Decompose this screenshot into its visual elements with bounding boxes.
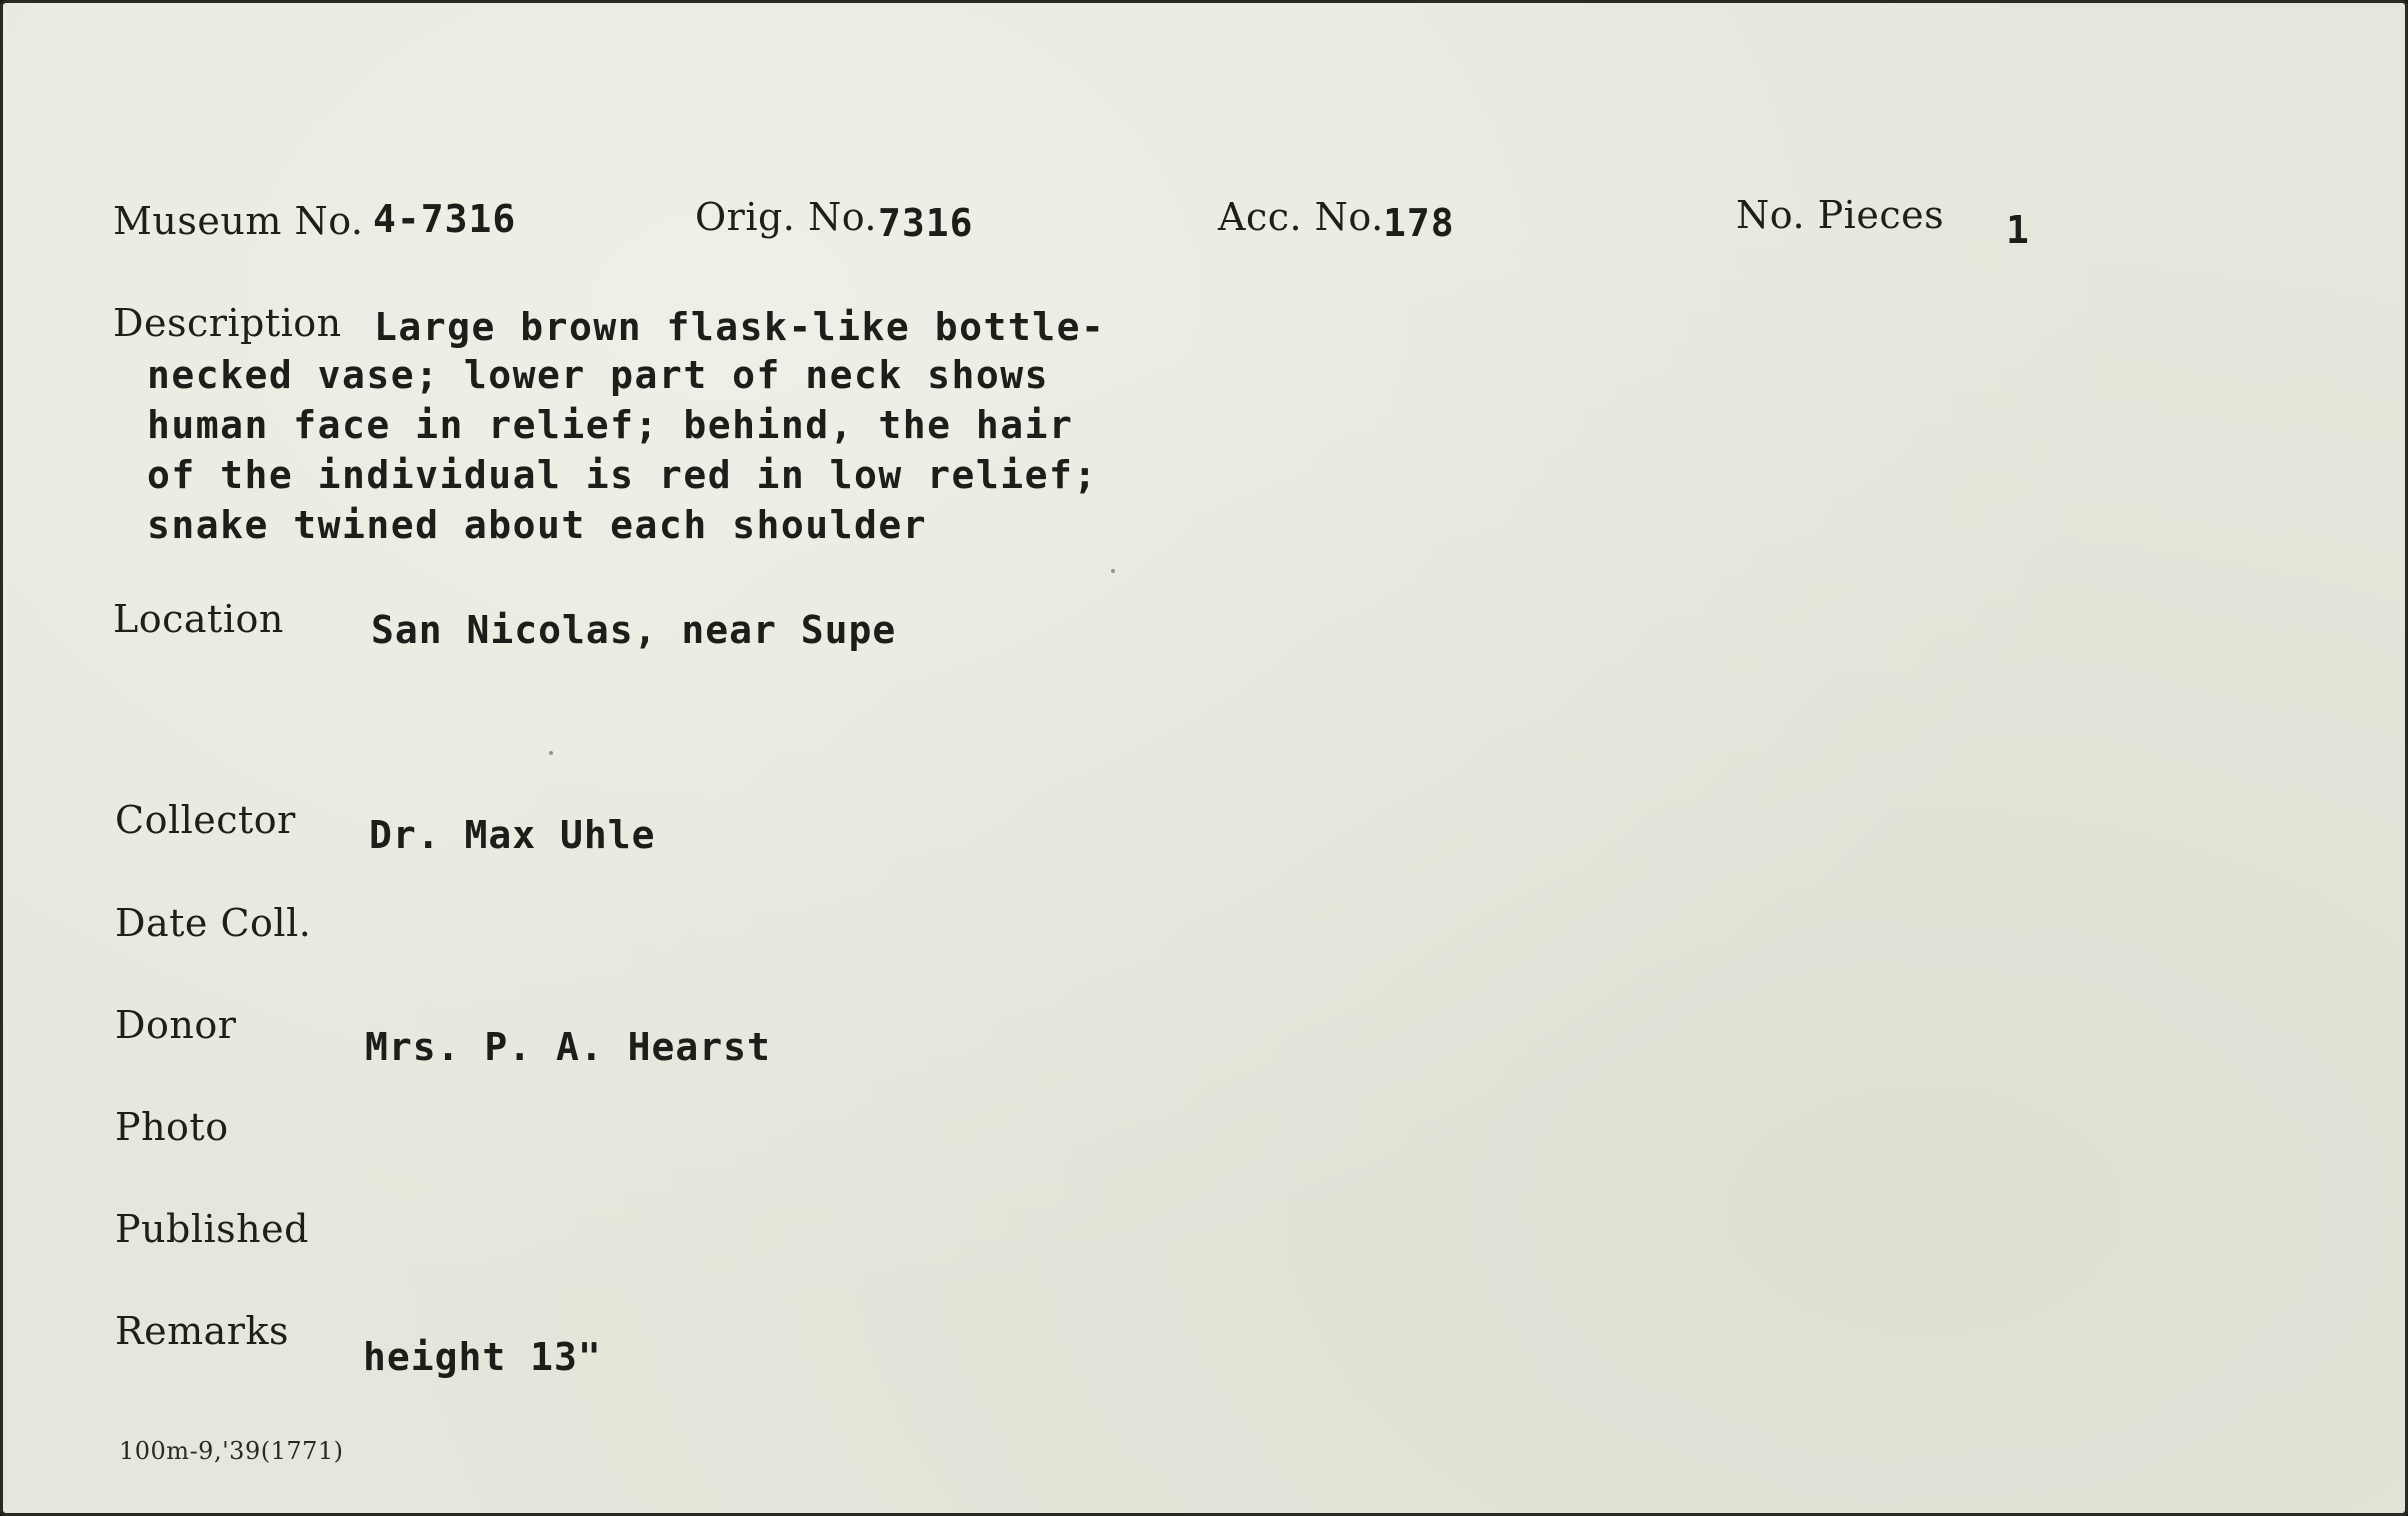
photo-label: Photo xyxy=(115,1105,229,1149)
published-label: Published xyxy=(115,1207,309,1251)
paper-speck xyxy=(549,751,553,755)
museum-no-value: 4-7316 xyxy=(373,197,517,241)
description-line-2: necked vase; lower part of neck shows xyxy=(147,353,1049,397)
remarks-value: height 13" xyxy=(363,1335,602,1379)
donor-value: Mrs. P. A. Hearst xyxy=(365,1025,771,1069)
form-code: 100m-9,'39(1771) xyxy=(119,1437,344,1465)
remarks-label: Remarks xyxy=(115,1309,289,1353)
description-label: Description xyxy=(113,301,342,345)
no-pieces-value: 1 xyxy=(2006,208,2030,252)
donor-label: Donor xyxy=(115,1003,237,1047)
acc-no-label: Acc. No. xyxy=(1218,195,1384,239)
paper-speck xyxy=(1111,569,1115,573)
description-line-3: human face in relief; behind, the hair xyxy=(147,403,1074,447)
description-line-5: snake twined about each shoulder xyxy=(147,503,928,547)
acc-no-value: 178 xyxy=(1383,201,1455,245)
orig-no-value: 7316 xyxy=(878,201,974,245)
description-line-1: Large brown flask-like bottle- xyxy=(374,305,1106,349)
location-label: Location xyxy=(113,597,284,641)
location-value: San Nicolas, near Supe xyxy=(371,608,897,652)
museum-no-label: Museum No. xyxy=(113,199,364,243)
date-coll-label: Date Coll. xyxy=(115,901,312,945)
orig-no-label: Orig. No. xyxy=(695,195,877,239)
collector-value: Dr. Max Uhle xyxy=(369,813,656,857)
no-pieces-label: No. Pieces xyxy=(1736,193,1945,237)
description-line-4: of the individual is red in low relief; xyxy=(147,453,1098,497)
collector-label: Collector xyxy=(115,798,296,842)
